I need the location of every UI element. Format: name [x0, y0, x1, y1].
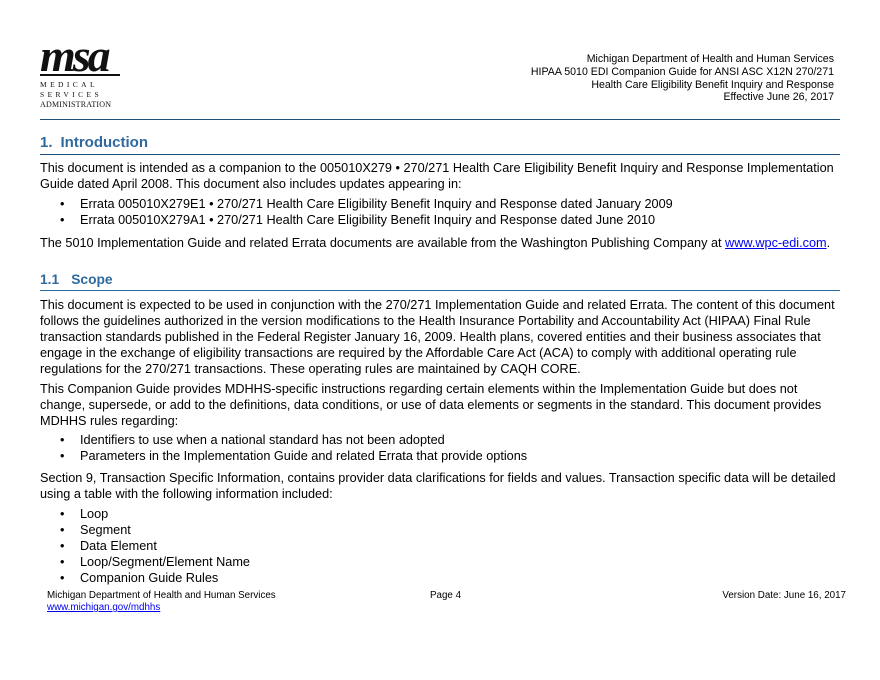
- scope-paragraph-3: Section 9, Transaction Specific Information, contains provider data clarifications for fields and values. Transaction specific data will be detailed using a table with the following information included:: [40, 471, 836, 501]
- footer-left: [47, 590, 276, 614]
- header-line-guide: HIPAA 5010 EDI Companion Guide for ANSI ASC X12N 270/271: [530, 65, 834, 78]
- availability-paragraph: [40, 235, 845, 251]
- scope-paragraph-1: This document is expected to be used in conjunction with the 270/271 Implementation Guide and related Errata. The content of this document follows the guidelines authorized in the version modifications to the Health Insurance Portability and Accountability Act (HIPAA) Final Rule transaction standards published in the Federal Register January 16, 2009. Health plans, covered entities and their business associates that engage in the exchange of eligibility transactions are required by the Affordable Care Act (ACA) to comply with additional operating rule regulations for the 270/271 transactions. These operating rules are maintained by CAQH CORE.: [40, 298, 835, 376]
- logo-line-services: SERVICES: [40, 90, 103, 99]
- list-item: • Segment: [40, 522, 840, 538]
- header-line-subject: Health Care Eligibility Benefit Inquiry and Response: [591, 78, 834, 91]
- logo-line-medical: MEDICAL: [40, 80, 98, 89]
- errata-list: [40, 196, 840, 228]
- header-divider: [40, 119, 840, 120]
- footer-version-date: Version Date: June 16, 2017: [722, 590, 846, 601]
- list-item: • Errata 005010X279E1 • 270/271 Health Care Eligibility Benefit Inquiry and Response dated January 2009: [40, 196, 840, 212]
- logo-mark: msa: [40, 40, 120, 76]
- availability-suffix: .: [826, 236, 831, 250]
- footer-page-number: Page 4: [430, 590, 462, 601]
- logo-text: [40, 80, 120, 110]
- list-item: • Companion Guide Rules: [40, 570, 840, 586]
- wpc-edi-link[interactable]: www.wpc-edi.com: [725, 236, 827, 250]
- header-line-effective: Effective June 26, 2017: [723, 91, 834, 104]
- page-header: [531, 53, 834, 104]
- scope-paragraph-2: This Companion Guide provides MDHHS-specific instructions regarding certain elements within the Implementation Guide but does not change, supersede, or add to the definitions, data conditions, or use of data elements or segments in the standard. This document provides MDHHS rules regarding:: [40, 382, 822, 428]
- section-1-number: 1.: [40, 134, 53, 151]
- rules-list: [40, 432, 840, 464]
- logo-line-administration: ADMINISTRATION: [40, 100, 112, 109]
- list-item: • Identifiers to use when a national standard has not been adopted: [40, 432, 840, 448]
- table-fields-list: [40, 506, 840, 586]
- intro-paragraph: This document is intended as a companion to the 005010X279 • 270/271 Health Care Eligibility Benefit Inquiry and Response Implementation Guide dated April 2008. This document also includes updates appearing in:: [40, 161, 834, 191]
- list-item: • Errata 005010X279A1 • 270/271 Health Care Eligibility Benefit Inquiry and Response dated June 2010: [40, 212, 840, 228]
- section-1-1-number: 1.1: [40, 272, 60, 287]
- section-1-1-heading: [40, 272, 840, 291]
- list-item: • Loop: [40, 506, 840, 522]
- section-1-title: Introduction: [60, 134, 148, 151]
- footer-org: Michigan Department of Health and Human Services: [47, 590, 276, 601]
- footer-url-link[interactable]: www.michigan.gov/mdhhs: [47, 602, 161, 613]
- msa-logo: [40, 30, 120, 110]
- header-line-department: Michigan Department of Health and Human Services: [586, 53, 834, 65]
- section-1-heading: [40, 134, 840, 155]
- availability-text: The 5010 Implementation Guide and related Errata documents are available from the Washington Publishing Company at: [40, 236, 726, 250]
- list-item: • Loop/Segment/Element Name: [40, 554, 840, 570]
- list-item: • Data Element: [40, 538, 840, 554]
- list-item: • Parameters in the Implementation Guide and related Errata that provide options: [40, 448, 840, 464]
- section-1-1-title: Scope: [71, 272, 113, 287]
